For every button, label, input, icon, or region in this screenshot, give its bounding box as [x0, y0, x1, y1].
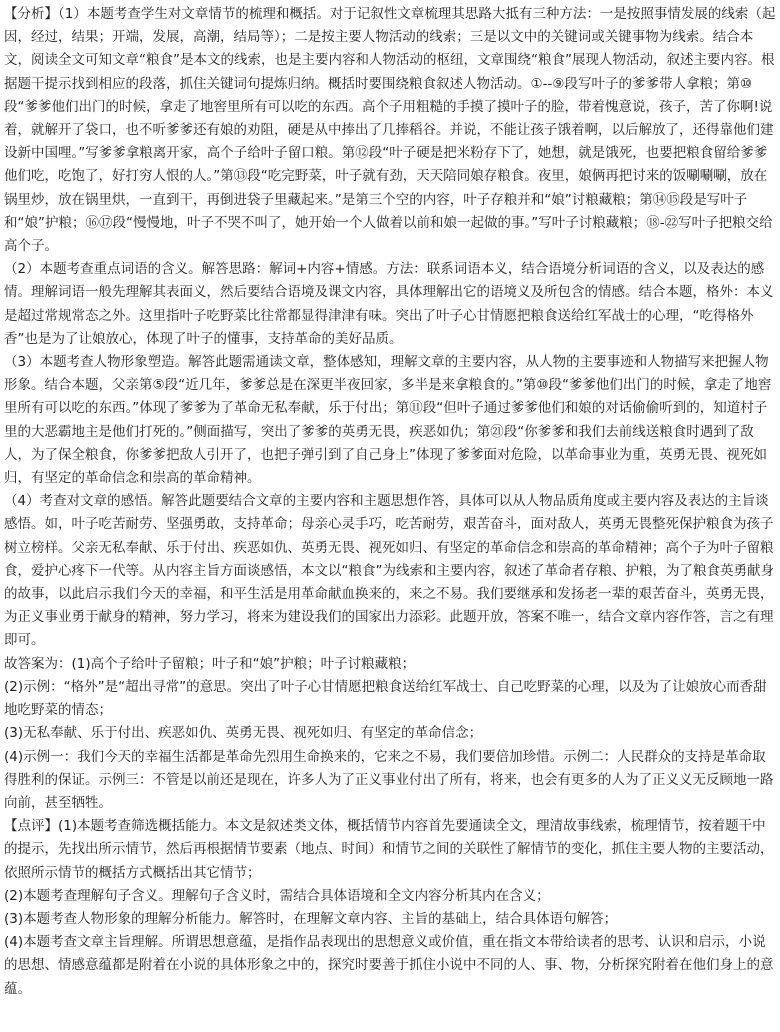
analysis-part-4: （4）考查对文章的感悟。解答此题要结合文章的主要内容和主题思想作答，具体可以从人物品质角度或主要内容及表达的主旨谈感悟。如，叶子吃苦耐劳、坚强勇敢，支持革命；母亲心灵手巧，吃苦耐劳，艰苦奋斗，面对敌人，英勇无畏整死保护粮食为孩子树立榜样。父亲无私奉献、乐于付出、疾恶如仇、英勇无畏、视死如归、有坚定的革命信念和崇高的革命精神；高个子为叶子留粮食，爱护心疼下一代等。从内容主旨方面谈感悟，本文以“粮食”为线索和主要内容，叙述了革命者存粮、护粮，为了粮食英勇献身的故事，以此启示我们今天的幸福，和平生活是用革命献血换来的，来之不易。我们要继承和发扬老一辈的艰苦奋斗，英勇无畏，为正义事业勇于献身的精神，努力学习，将来为建设我们的国家出力添彩。此题开放，答案不唯一，结合文章内容作答，言之有理即可。: [4, 493, 774, 649]
comment-3: (3)本题考查人物形象的理解分析能力。解答时，在理解文章内容、主旨的基础上，结合具体语句解答；: [4, 910, 618, 927]
analysis-part-3: （3）本题考查人物形象塑造。解答此题需通读文章，整体感知，理解文章的主要内容，从人物的主要事迹和人物描写来把握人物形象。结合本题，父亲第⑤段“近几年，爹爹总是在深更半夜回家，多半是来拿粮食的。”第⑩段“爹爹他们出门的时候，拿走了地窖里所有可以吃的东西。”体现了爹爹为了革命无私奉献，乐于付出；第⑪段“但叶子通过爹爹他们和娘的对话偷偷听到的，知道村子里的大恶霸地主是他们打死的。”侧面描写，突出了爹爹的英勇无畏，疾恶如仇；第㉑段“你爹爹和我们去前线送粮食时遇到了敌人，为了保全粮食，你爹爹把敌人引开了，也把子弹引到了自己身上”体现了爹爹面对危险，以革命事业为重，英勇无畏、视死如归，有坚定的革命信念和崇高的革命精神。: [4, 354, 772, 487]
answer-4: (4)示例一：我们今天的幸福生活都是革命先烈用生命换来的，它来之不易，我们要倍加珍惜。示例二：人民群众的支持是革命取得胜利的保证。示例三：不管是以前还是现在，许多人为了正义事业付出了所有，将来，也会有更多的人为了正义义无反顾地一路向前，甚至牺牲。: [4, 748, 774, 811]
analysis-part-1: 【分析】（1）本题考查学生对文章情节的梳理和概括。对于记叙性文章梳理其思路大抵有三种方法：一是按照事情发展的线索（起因，经过，结果；开端，发展，高潮，结局等）；二是按主要人物活动的线索；三是以文中的关键词或关键事物为线索。结合本文，阅读全文可知文章“粮食”是本文的线索，也是主要内容和人物活动的枢纽，文章围绕“粮食”展现人物活动，叙述主要内容。根据题干提示找到相应的段落，抓住关键词句提炼归纳。概括时要围绕粮食叙述人物活动。①--⑨段写叶子的爹爹带人拿粮；第⑩段“爹爹他们出门的时候，拿走了地窖里所有可以吃的东西。高个子用粗糙的手摸了摸叶子的脸，带着愧意说，孩子，苦了你啊!说着，就解开了袋口，也不听爹爹还有娘的劝阻，硬是从中捧出了几捧稻谷。并说，不能让孩子饿着啊，以后解放了，还得靠他们建设新中国哩。”写爹爹拿粮离开家，高个子给叶子留口粮。第⑫段“叶子硬是把米粉存下了，她想，就是饿死，也要把粮食留给爹爹他们吃，吃饱了，好打穷人恨的人。”第⑬段“吃完野菜，叶子就有劲，天天陪同娘存粮食。夜里，娘俩再把讨来的饭唰唰唰，放在锅里炒，放在锅里烘，一直到干，再倒进袋子里藏起来。”是第三个空的内容，叶子存粮并和“娘”讨粮藏粮；第⑭⑮段是写叶子和“娘”护粮；⑯⑰段“慢慢地，叶子不哭不叫了，她开始一个人做着以前和娘一起做的事。”写叶子讨粮藏粮；⑱-㉒写叶子把粮交给高个子。: [4, 6, 776, 255]
comment-2: (2)本题考查理解句子含义。理解句子含义时，需结合具体语境和全文内容分析其内在含义；: [4, 887, 550, 904]
answer-2: (2)示例：“格外”是“超出寻常”的意思。突出了叶子心甘情愿把粮食送给红军战士、自己吃野菜的心理，以及为了让娘放心而香甜地吃野菜的情态；: [4, 678, 767, 719]
answer-3: (3)无私奉献、乐于付出、疾恶如仇、英勇无畏、视死如归、有坚定的革命信念；: [4, 725, 483, 742]
analysis-part-2: （2）本题考查重点词语的含义。解答思路：解词+内容+情感。方法：联系词语本义，结合语境分析词语的含义，以及表达的感情。理解词语一般先理解其表面义，然后要结合语境及课文内容，具体理解出它的语境义及所包含的情感。结合本题，格外：本义是超过常规常态之外。这里指叶子吃野菜比往常都显得津津有味。突出了叶子心甘情愿把粮食送给红军战士的心理，“吃得格外香”也是为了让娘放心，体现了叶子的懂事，支持革命的美好品质。: [4, 261, 774, 347]
answer-1: 故答案为：(1)高个子给叶子留粮；叶子和“娘”护粮；叶子讨粮藏粮；: [4, 655, 416, 672]
comment-4: (4)本题考查文章主旨理解。所谓思想意蕴，是指作品表现出的思想意义或价值，重在指文本带给读者的思考、认识和启示，小说的思想、情感意蕴都是附着在小说的具体形象之中的，探究时要善于抓住小说中不同的人、事、物，分析探究附着在他们身上的意蕴。: [4, 934, 774, 997]
comment-1: 【点评】(1)本题考查筛选概括能力。本文是叙述类文体，概括情节内容首先要通读全文，理清故事线索，梳理情节，按着题干中的提示，先找出所示情节，然后再根据情节要素（地点、时间）和情节之间的关联性了解情节的变化，抓住主要人物的主要活动，依照所示情节的概括方式概括出其它情节；: [4, 818, 774, 881]
